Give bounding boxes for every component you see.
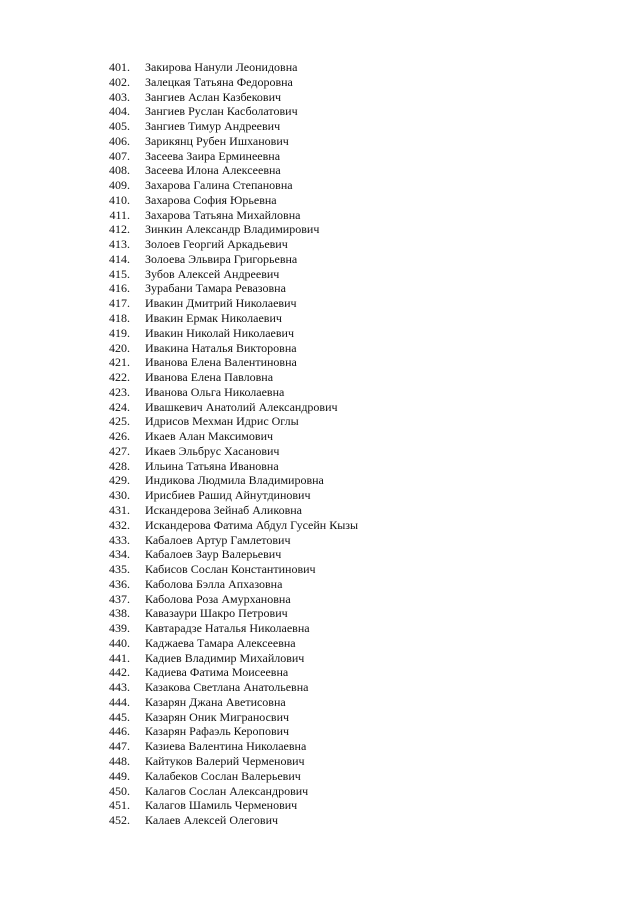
entry-name: Калагов Сослан Александрович <box>145 783 309 798</box>
entry-name: Кайтуков Валерий Черменович <box>145 753 305 768</box>
entry-number: 435. <box>109 562 130 577</box>
entry-number: 428. <box>109 458 130 473</box>
entry-number: 446. <box>109 724 130 739</box>
entry-number: 423. <box>109 384 130 399</box>
entry-number: 437. <box>109 591 130 606</box>
entry-number: 443. <box>109 680 130 695</box>
entry-name: Ивакин Дмитрий Николаевич <box>145 296 297 311</box>
entry-name: Казарян Оник Миграносвич <box>145 709 290 724</box>
entry-number: 420. <box>109 340 130 355</box>
entry-number: 412. <box>109 222 130 237</box>
entry-number: 441. <box>109 650 130 665</box>
entry-name: Индикова Людмила Владимировна <box>145 473 324 488</box>
entry-name: Кабалоев Заур Валерьевич <box>145 547 282 562</box>
entry-name: Захарова София Юрьевна <box>145 192 277 207</box>
entry-number: 438. <box>109 606 130 621</box>
entry-name: Казакова Светлана Анатольевна <box>145 680 309 695</box>
entry-number: 405. <box>109 119 130 134</box>
entry-number: 404. <box>109 104 130 119</box>
entry-number: 424. <box>109 399 130 414</box>
entry-name: Кадиев Владимир Михайлович <box>145 650 305 665</box>
entry-number: 445. <box>109 709 130 724</box>
entry-name: Калабеков Сослан Валерьевич <box>145 768 301 783</box>
entry-name: Ирисбиев Рашид Айнутдинович <box>145 488 311 503</box>
entry-name: Каболова Бэлла Апхазовна <box>145 576 283 591</box>
entry-name: Иванова Елена Валентиновна <box>145 355 297 370</box>
entry-name: Икаев Эльбрус Хасанович <box>145 443 280 458</box>
entry-name: Калаев Алексей Олегович <box>145 813 279 828</box>
entry-name: Кавтарадзе Наталья Николаевна <box>145 621 310 636</box>
entry-name: Захарова Татьяна Михайловна <box>145 207 301 222</box>
entry-number: 402. <box>109 74 130 89</box>
entry-name: Ивакин Ермак Николаевич <box>145 311 282 326</box>
entry-number: 403. <box>109 89 130 104</box>
entry-name: Казиева Валентина Николаевна <box>145 739 307 754</box>
entry-number: 406. <box>109 133 130 148</box>
entry-number: 408. <box>109 163 130 178</box>
entry-number: 436. <box>109 576 130 591</box>
entry-name: Каболова Роза Амурхановна <box>145 591 291 606</box>
entry-number: 426. <box>109 429 130 444</box>
entry-name: Зангиев Тимур Андреевич <box>145 119 281 134</box>
entry-number: 452. <box>109 813 130 828</box>
entry-name: Захарова Галина Степановна <box>145 178 293 193</box>
entry-name: Засеева Заира Ерминеевна <box>145 148 281 163</box>
entry-name: Иванова Ольга Николаевна <box>145 384 285 399</box>
entry-name: Искандерова Зейнаб Аликовна <box>145 502 302 517</box>
entry-name: Зангиев Аслан Казбекович <box>145 89 282 104</box>
entry-name: Закирова Нанули Леонидовна <box>145 60 298 74</box>
entry-number: 411. <box>109 207 130 222</box>
entry-number: 407. <box>109 148 130 163</box>
entry-name: Искандерова Фатима Абдул Гусейн Кызы <box>145 517 359 532</box>
entry-name: Зурабани Тамара Ревазовна <box>145 281 286 296</box>
entry-number: 448. <box>109 753 130 768</box>
entry-name: Ивашкевич Анатолий Александрович <box>145 399 338 414</box>
entry-number: 409. <box>109 178 130 193</box>
entry-number: 401. <box>109 60 130 74</box>
entry-number: 410. <box>109 192 130 207</box>
entry-name: Зангиев Руслан Касболатович <box>145 104 298 119</box>
entry-name: Казарян Рафаэль Керопович <box>145 724 290 739</box>
entry-number: 416. <box>109 281 130 296</box>
entry-name: Калагов Шамиль Черменович <box>145 798 298 813</box>
entry-name: Кавазаури Шакро Петрович <box>145 606 288 621</box>
entry-number: 442. <box>109 665 130 680</box>
entry-name: Засеева Илона Алексеевна <box>145 163 281 178</box>
entry-name: Кабалоев Артур Гамлетович <box>145 532 291 547</box>
entry-number: 422. <box>109 370 130 385</box>
entry-name: Казарян Джана Аветисовна <box>145 694 286 709</box>
entry-name: Зинкин Александр Владимирович <box>145 222 320 237</box>
entry-number: 425. <box>109 414 130 429</box>
entry-name: Идрисов Мехман Идрис Оглы <box>145 414 299 429</box>
entry-name: Кадиева Фатима Моисеевна <box>145 665 289 680</box>
entry-number: 427. <box>109 443 130 458</box>
entry-name: Зарикянц Рубен Ишханович <box>145 133 289 148</box>
entry-number: 413. <box>109 237 130 252</box>
entry-number: 433. <box>109 532 130 547</box>
entry-name: Залецкая Татьяна Федоровна <box>145 74 293 89</box>
entry-name: Ивакин Николай Николаевич <box>145 325 294 340</box>
entry-name: Кабисов Сослан Константинович <box>145 562 316 577</box>
entry-number: 431. <box>109 502 130 517</box>
entry-number: 444. <box>109 694 130 709</box>
entry-number: 432. <box>109 517 130 532</box>
entry-number: 419. <box>109 325 130 340</box>
entry-number: 449. <box>109 768 130 783</box>
entry-number: 439. <box>109 621 130 636</box>
entry-number: 451. <box>109 798 130 813</box>
entry-name: Золоев Георгий Аркадьевич <box>145 237 288 252</box>
entry-number: 417. <box>109 296 130 311</box>
entry-number: 415. <box>109 266 130 281</box>
entry-number: 430. <box>109 488 130 503</box>
entry-number: 418. <box>109 311 130 326</box>
entry-name: Икаев Алан Максимович <box>145 429 274 444</box>
entry-number: 421. <box>109 355 130 370</box>
entry-name: Ильина Татьяна Ивановна <box>145 458 279 473</box>
entry-number: 440. <box>109 635 130 650</box>
entry-number: 429. <box>109 473 130 488</box>
entry-name: Зубов Алексей Андреевич <box>145 266 280 281</box>
entry-number: 450. <box>109 783 130 798</box>
entry-number: 434. <box>109 547 130 562</box>
entry-name: Иванова Елена Павловна <box>145 370 274 385</box>
entry-name: Ивакина Наталья Викторовна <box>145 340 297 355</box>
entry-number: 447. <box>109 739 130 754</box>
entry-name: Каджаева Тамара Алексеевна <box>145 635 296 650</box>
entry-name: Золоева Эльвира Григорьевна <box>145 251 298 266</box>
entry-number: 414. <box>109 251 130 266</box>
